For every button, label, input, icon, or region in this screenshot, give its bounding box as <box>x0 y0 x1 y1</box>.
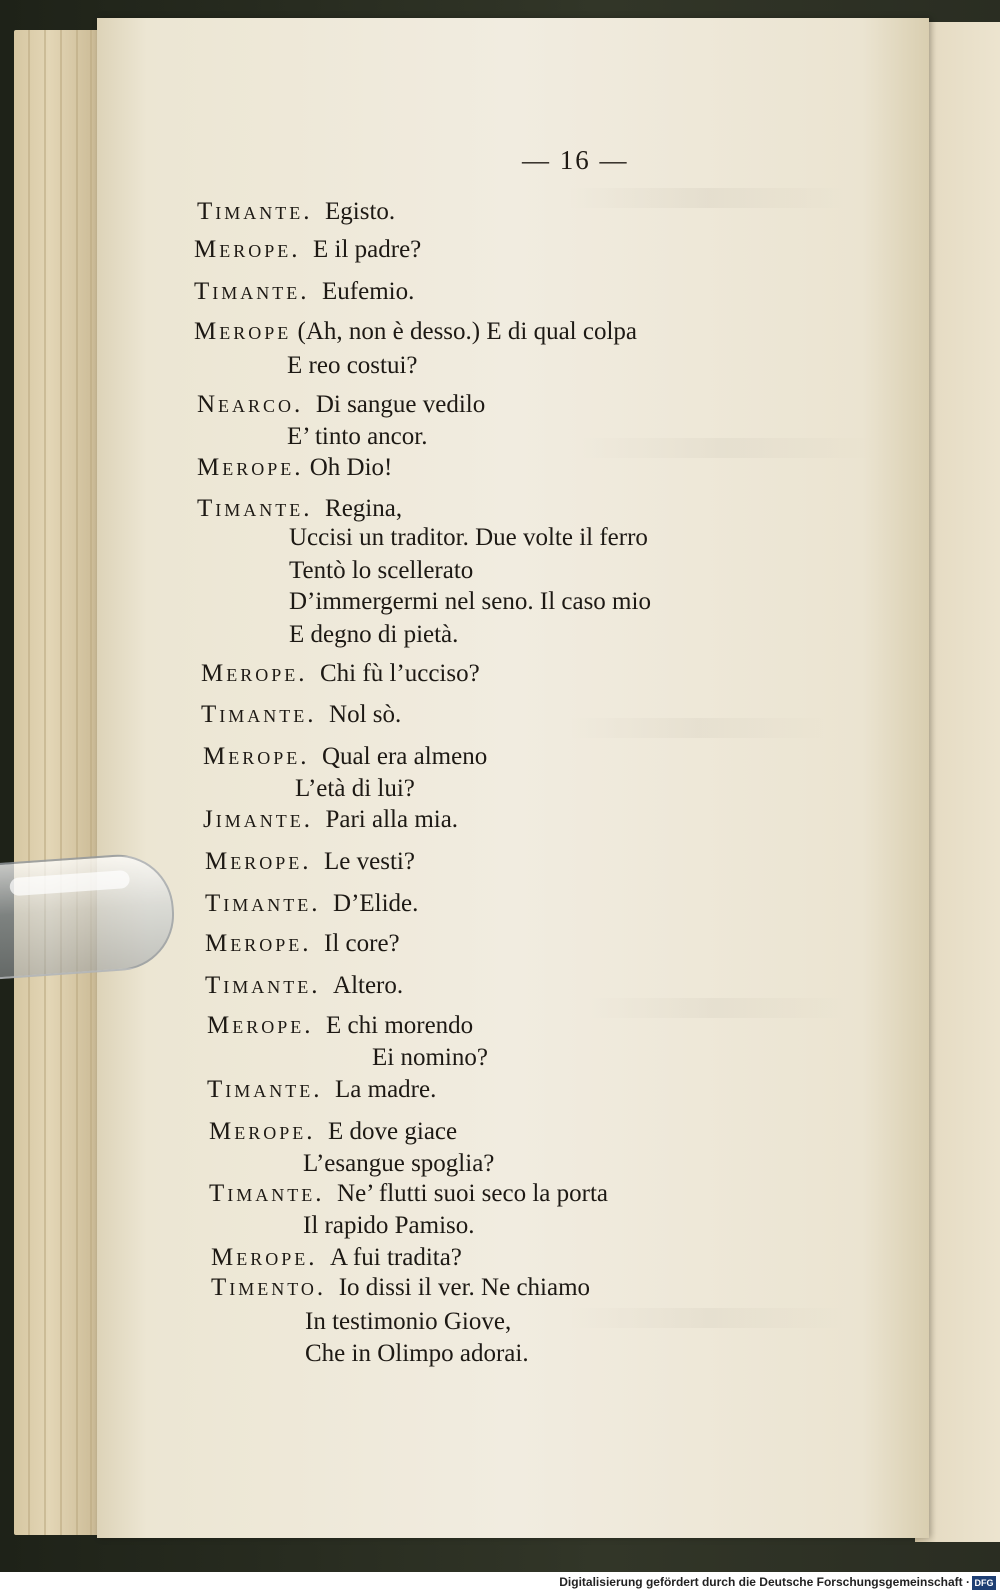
line-text: Le vesti? <box>324 848 415 875</box>
dialogue-line <box>194 278 414 306</box>
speaker-name: Timante. <box>197 495 313 522</box>
speaker-name: Merope. <box>211 1244 318 1271</box>
line-text: Ei nomino? <box>372 1044 488 1071</box>
speaker-name: Merope. <box>205 848 312 875</box>
line-text: Nol sò. <box>329 701 402 728</box>
line-text: D’immergermi nel seno. Il caso mio <box>289 588 651 615</box>
dialogue-line <box>305 1308 511 1336</box>
speaker-name: Timante. <box>197 198 313 225</box>
line-text: Eufemio. <box>322 278 415 305</box>
dialogue-line <box>205 848 415 876</box>
dialogue-line <box>289 524 648 552</box>
line-text: Egisto. <box>325 198 396 225</box>
dialogue-line <box>207 1012 473 1040</box>
dialogue-line <box>289 557 473 585</box>
line-text: La madre. <box>335 1076 437 1103</box>
line-text: E dove giace <box>328 1118 458 1145</box>
line-text: D’Elide. <box>333 890 419 917</box>
line-text: Che in Olimpo adorai. <box>305 1340 529 1367</box>
clip-highlight <box>9 870 130 896</box>
speaker-name: Timante. <box>205 972 321 999</box>
speaker-name: Timante. <box>209 1180 325 1207</box>
line-text: In testimonio Giove, <box>305 1308 512 1335</box>
line-text: Qual era almeno <box>322 743 488 770</box>
line-text: E chi morendo <box>326 1012 474 1039</box>
dialogue-line <box>194 318 637 346</box>
dialogue-line <box>211 1244 462 1272</box>
dialogue-line <box>305 1340 529 1368</box>
line-text: Di sangue vedilo <box>315 391 486 418</box>
bleed-through-mark <box>577 438 877 458</box>
dfg-logo: DFG <box>972 1576 996 1590</box>
bleed-through-mark <box>567 718 827 738</box>
book-page <box>97 18 929 1538</box>
dialogue-line <box>211 1274 590 1302</box>
digitization-footer <box>0 1572 1000 1596</box>
speaker-name: Merope. <box>203 743 310 770</box>
dialogue-line <box>289 621 458 649</box>
dialogue-line <box>197 391 485 419</box>
dialogue-line <box>287 423 427 451</box>
dialogue-line <box>205 972 403 1000</box>
line-text: A fui tradita? <box>330 1244 462 1271</box>
line-text: E degno di pietà. <box>289 621 459 648</box>
dialogue-line <box>209 1180 608 1208</box>
line-text: Il rapido Pamiso. <box>303 1212 475 1239</box>
dialogue-line <box>201 701 401 729</box>
dialogue-line <box>197 454 392 482</box>
bleed-through-mark <box>587 998 847 1018</box>
speaker-name: Jimante. <box>203 806 313 833</box>
dialogue-line <box>372 1044 488 1072</box>
dialogue-line <box>205 890 418 918</box>
dialogue-line <box>207 1076 436 1104</box>
bleed-through-mark <box>567 188 847 208</box>
line-text: Regina, <box>325 495 403 522</box>
speaker-name: Merope <box>194 318 292 345</box>
dialogue-line <box>203 743 487 771</box>
line-text: L’esangue spoglia? <box>303 1150 495 1177</box>
speaker-name: Merope. <box>205 930 312 957</box>
line-text: Io dissi il ver. Ne chiamo <box>338 1274 591 1301</box>
line-text: Altero. <box>333 972 404 999</box>
footer-credit: Digitalisierung gefördert durch die Deutsche Forschungsgemeinschaft · <box>559 1575 970 1589</box>
line-text: Uccisi un traditor. Due volte il ferro <box>289 524 648 551</box>
dialogue-line <box>197 198 395 226</box>
speaker-name: Timante. <box>207 1076 323 1103</box>
page-edges <box>14 30 102 1535</box>
line-text: Oh Dio! <box>309 454 393 481</box>
dialogue-line <box>203 806 458 834</box>
bleed-through-mark <box>567 1308 847 1328</box>
line-text: E il padre? <box>313 236 422 263</box>
dialogue-line <box>287 352 418 380</box>
line-text: Tentò lo scellerato <box>289 557 474 584</box>
line-text: Chi fù l’ucciso? <box>320 660 480 687</box>
speaker-name: Timante. <box>194 278 310 305</box>
speaker-name: Nearco. <box>197 391 304 418</box>
speaker-name: Timante. <box>201 701 317 728</box>
speaker-name: Merope. <box>201 660 308 687</box>
speaker-name: Merope. <box>197 454 304 481</box>
speaker-name: Timento. <box>211 1274 327 1301</box>
line-text: Pari alla mia. <box>325 806 459 833</box>
dialogue-line <box>303 1212 475 1240</box>
dialogue-line <box>289 588 651 616</box>
speaker-name: Merope. <box>207 1012 314 1039</box>
speaker-name: Merope. <box>209 1118 316 1145</box>
dialogue-line <box>201 660 480 688</box>
speaker-name: Timante. <box>205 890 321 917</box>
line-text: (Ah, non è desso.) E di qual colpa <box>297 318 638 345</box>
line-text: L’età di lui? <box>295 775 415 802</box>
line-text: Ne’ flutti suoi seco la porta <box>337 1180 608 1207</box>
dialogue-line <box>303 1150 494 1178</box>
dialogue-line <box>209 1118 457 1146</box>
page-number: — 16 — <box>522 145 629 175</box>
line-text: E reo costui? <box>287 352 418 379</box>
dialogue-line <box>197 495 402 523</box>
line-text: Il core? <box>324 930 400 957</box>
line-text: E’ tinto ancor. <box>287 423 428 450</box>
dialogue-line <box>205 930 400 958</box>
dialogue-line <box>194 236 421 264</box>
dialogue-line <box>295 775 415 803</box>
speaker-name: Merope. <box>194 236 301 263</box>
